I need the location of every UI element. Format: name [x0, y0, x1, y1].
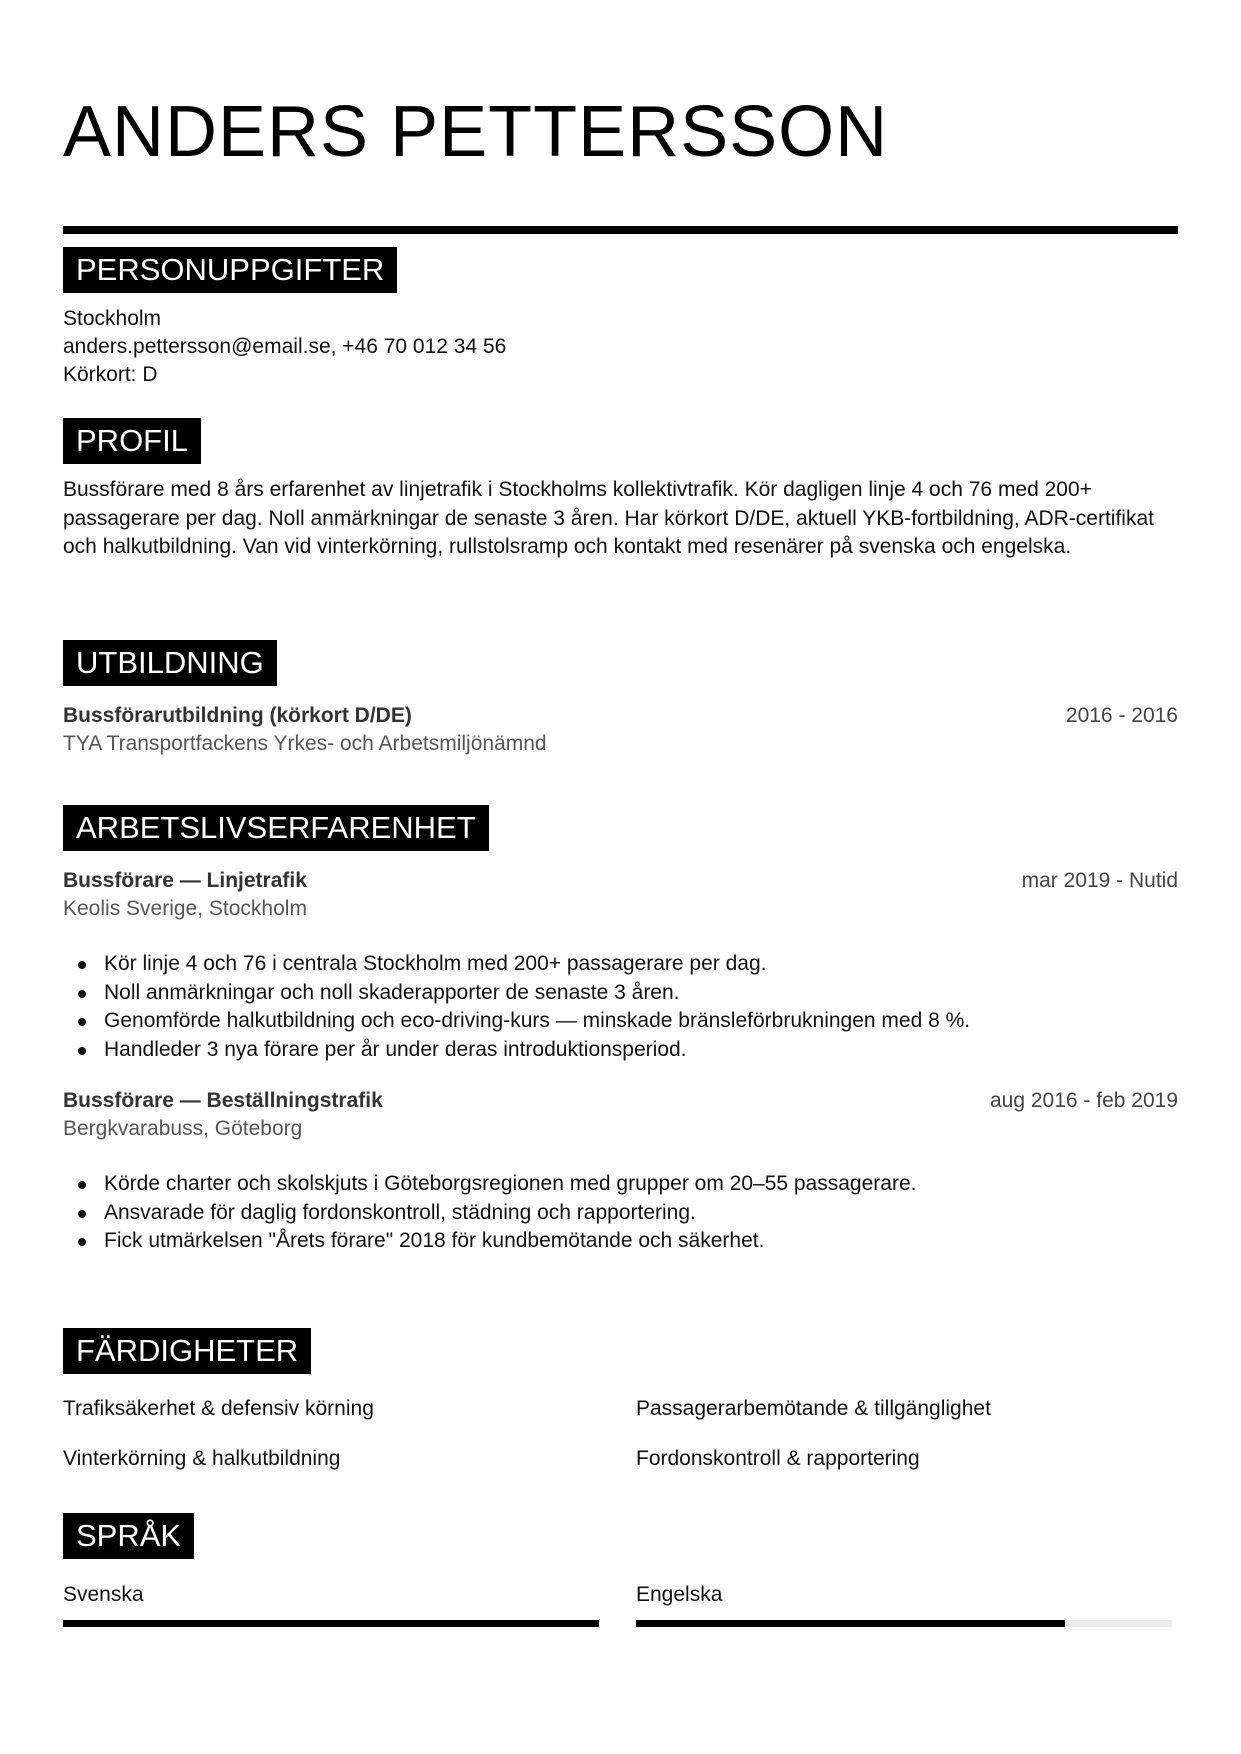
resume-name: ANDERS PETTERSSON — [63, 92, 889, 172]
experience-role: Bussförare — Linjetrafik — [63, 869, 307, 892]
bullet-text: Körde charter och skolskjuts i Göteborgsregionen med grupper om 20–55 passagerare. — [104, 1172, 917, 1195]
section-title-skills: FÄRDIGHETER — [63, 1328, 311, 1374]
list-item — [63, 950, 1178, 979]
section-title-languages: SPRÅK — [63, 1513, 194, 1559]
list-item — [63, 1036, 1178, 1065]
bullet-icon — [78, 1181, 86, 1189]
list-item — [63, 1227, 1178, 1256]
language-level-fill — [636, 1620, 1065, 1627]
bullet-icon — [78, 1210, 86, 1218]
personal-contact: anders.pettersson@email.se, +46 70 012 34 56 — [63, 335, 507, 358]
bullet-text: Fick utmärkelsen "Årets förare" 2018 för kundbemötande och säkerhet. — [104, 1229, 765, 1252]
experience-row — [63, 867, 1178, 895]
experience-bullets — [63, 1170, 1178, 1256]
skill-item: Trafiksäkerhet & defensiv körning — [63, 1397, 374, 1420]
list-item — [63, 979, 1178, 1008]
bullet-text: Kör linje 4 och 76 i centrala Stockholm med 200+ passagerare per dag. — [104, 952, 767, 975]
experience-role: Bussförare — Beställningstrafik — [63, 1089, 383, 1112]
section-title-profile: PROFIL — [63, 418, 201, 464]
bullet-text: Handleder 3 nya förare per år under deras introduktionsperiod. — [104, 1037, 687, 1061]
skill-item: Vinterkörning & halkutbildning — [63, 1447, 341, 1470]
skill-item: Fordonskontroll & rapportering — [636, 1447, 920, 1470]
section-title-education: UTBILDNING — [63, 640, 277, 686]
profile-text: Bussförare med 8 års erfarenhet av linjetrafik i Stockholms kollektivtrafik. Kör dagligen linje 4 och 76 med 200+ passagerare per dag. Noll anmärkningar de senaste 3 åren. Har körkort D/DE, aktuell YKB-fortbildning, ADR-certifikat och halkutbildning. Van vid vinterkörning, rullstolsramp och kontakt med resenärer på svenska och engelska. — [63, 478, 1154, 558]
bullet-icon — [78, 1238, 86, 1246]
personal-license: Körkort: D — [63, 363, 158, 386]
language-level-fill — [63, 1620, 599, 1627]
education-degree: Bussförarutbildning (körkort D/DE) — [63, 704, 412, 727]
experience-dates: mar 2019 - Nutid — [1021, 869, 1178, 892]
experience-company: Keolis Sverige, Stockholm — [63, 897, 307, 920]
list-item — [63, 1007, 1178, 1036]
list-item — [63, 1170, 1178, 1199]
experience-row — [63, 1087, 1178, 1115]
language-name: Engelska — [636, 1583, 723, 1606]
section-title-personal: PERSONUPPGIFTER — [63, 247, 397, 293]
bullet-icon — [78, 1018, 86, 1026]
experience-dates: aug 2016 - feb 2019 — [990, 1089, 1178, 1112]
header-divider — [63, 226, 1178, 234]
skill-item: Passagerarbemötande & tillgänglighet — [636, 1397, 991, 1420]
bullet-icon — [78, 961, 86, 969]
personal-city: Stockholm — [63, 307, 162, 330]
bullet-icon — [78, 1047, 86, 1055]
education-row — [63, 702, 1178, 730]
language-name: Svenska — [63, 1583, 144, 1606]
experience-company: Bergkvarabuss, Göteborg — [63, 1117, 303, 1140]
language-level-bar — [63, 1620, 599, 1627]
language-level-bar — [636, 1620, 1172, 1627]
section-title-experience: ARBETSLIVSERFARENHET — [63, 805, 489, 851]
bullet-text: Noll anmärkningar och noll skaderapporter de senaste 3 åren. — [104, 980, 680, 1004]
bullet-text: Ansvarade för daglig fordonskontroll, städning och rapportering. — [104, 1200, 696, 1224]
bullet-text: Genomförde halkutbildning och eco-driving-kurs — minskade bränsleförbrukningen med 8 %. — [104, 1009, 971, 1032]
experience-bullets — [63, 950, 1178, 1064]
bullet-icon — [78, 990, 86, 998]
education-dates: 2016 - 2016 — [1065, 704, 1178, 727]
education-school: TYA Transportfackens Yrkes- och Arbetsmiljönämnd — [63, 732, 547, 755]
list-item — [63, 1199, 1178, 1228]
